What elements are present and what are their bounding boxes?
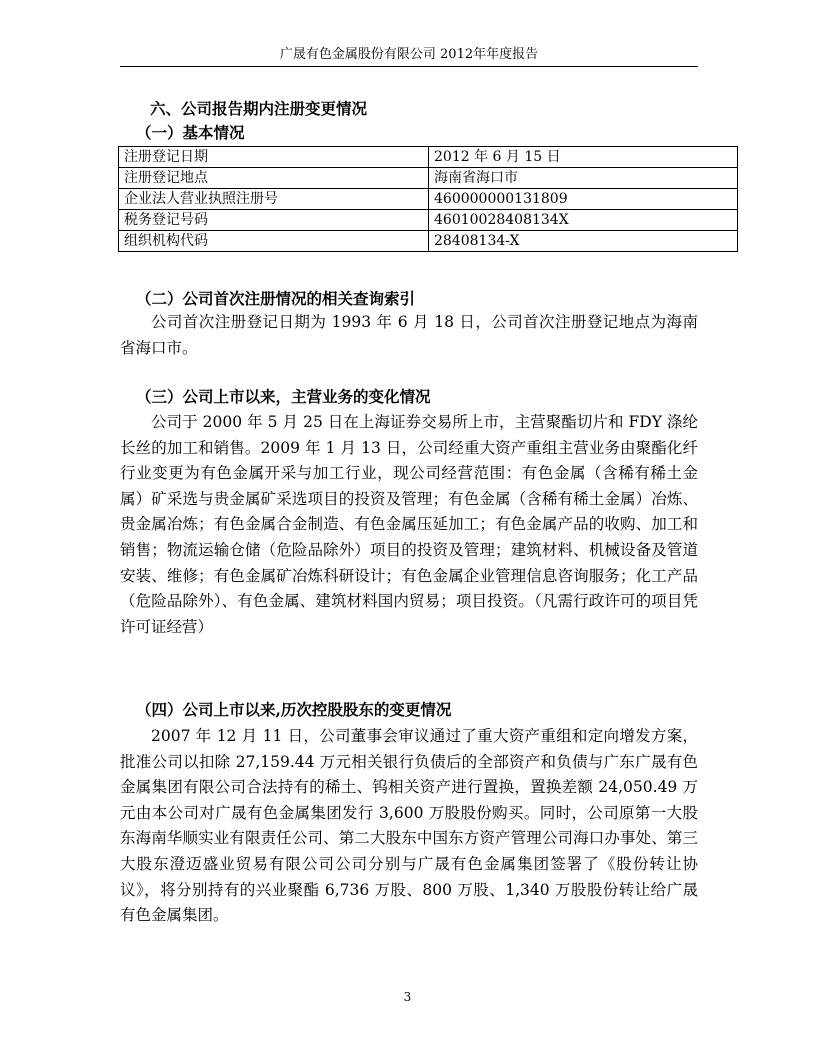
subsection-title-business-change: （三）公司上市以来，主营业务的变化情况	[136, 387, 431, 406]
table-value: 海南省海口市	[429, 168, 738, 189]
table-value: 460000000131809	[429, 189, 738, 210]
table-label: 组织机构代码	[119, 231, 429, 252]
table-value: 28408134-X	[429, 231, 738, 252]
section-title: 六、公司报告期内注册变更情况	[150, 99, 368, 118]
registration-table	[118, 146, 738, 252]
paragraph-business-change: 公司于 2000 年 5 月 25 日在上海证券交易所上市，主营聚酯切片和 FDY 涤纶长丝的加工和销售。2009 年 1 月 13 日，公司经重大资产重组主营业务由聚酯化纤行业变更为有色金属开采与加工行业，现公司经营范围：有色金属（含稀有稀土金属）矿采选与贵金属矿采选项目的投资及管理；有色金属（含稀有稀土金属）冶炼、贵金属冶炼；有色金属合金制造、有色金属压延加工；有色金属产品的收购、加工和销售；物流运输仓储（危险品除外）项目的投资及管理；建筑材料、机械设备及管道安装、维修；有色金属矿冶炼科研设计；有色金属企业管理信息咨询服务；化工产品（危险品除外）、有色金属、建筑材料国内贸易；项目投资。（凡需行政许可的项目凭许可证经营）	[120, 413, 698, 636]
table-row	[119, 147, 738, 168]
subsection-title-basic: （一）基本情况	[136, 123, 245, 142]
page-number: 3	[403, 990, 412, 1004]
subsection-title-first-registration: （二）公司首次注册情况的相关查询索引	[136, 289, 416, 308]
table-label: 注册登记地点	[119, 168, 429, 189]
paragraph-first-registration: 公司首次注册登记日期为 1993 年 6 月 18 日，公司首次注册登记地点为海南省海口市。	[120, 313, 698, 357]
table-row	[119, 210, 738, 231]
table-label: 注册登记日期	[119, 147, 429, 168]
table-row	[119, 189, 738, 210]
page-header: 广晟有色金属股份有限公司 2012年年度报告	[120, 44, 698, 67]
table-label: 税务登记号码	[119, 210, 429, 231]
table-label: 企业法人营业执照注册号	[119, 189, 429, 210]
table-row	[119, 231, 738, 252]
table-row	[119, 168, 738, 189]
subsection-title-shareholder-change: （四）公司上市以来,历次控股股东的变更情况	[136, 700, 452, 719]
paragraph-shareholder-change: 2007 年 12 月 11 日，公司董事会审议通过了重大资产重组和定向增发方案，批准公司以扣除 27,159.44 万元相关银行负债后的全部资产和负债与广东广晟有色金属集团有限公司合法持有的稀土、钨相关资产进行置换，置换差额 24,050.49 万元由本公司对广晟有色金属集团发行 3,600 万股股份购买。同时，公司原第一大股东海南华顺实业有限责任公司、第二大股东中国东方资产管理公司海口办事处、第三大股东澄迈盛业贸易有限公司公司分别与广晟有色金属集团签署了《股份转让协议》，将分别持有的兴业聚酯 6,736 万股、800 万股、1,340 万股股份转让给广晟有色金属集团。	[120, 727, 698, 925]
table-value: 2012 年 6 月 15 日	[429, 147, 738, 168]
table-value: 46010028408134X	[429, 210, 738, 231]
